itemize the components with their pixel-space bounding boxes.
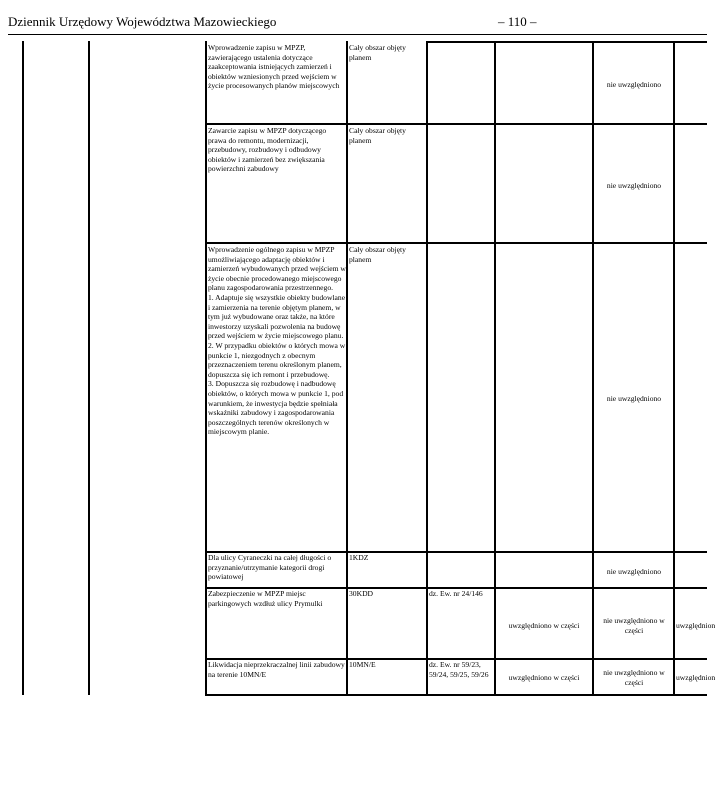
table-row-2-col5: nie uwzględniono bbox=[606, 181, 662, 190]
table-row-1-description: Wprowadzenie zapisu w MPZP, zawierającego ustalenia dotyczące zaakceptowania istniejących zamierzeń i obiektów wzniesionych przed wejściem w życie procesowanych planów miejscowych bbox=[208, 43, 340, 91]
table-top-border bbox=[426, 41, 707, 43]
table-row-5-col5: nie uwzględniono w części bbox=[603, 616, 665, 635]
table-row-4-area: 1KDZ bbox=[349, 553, 369, 562]
column-divider bbox=[205, 41, 207, 695]
table-row-5-parcel: dz. Ew. nr 24/146 bbox=[429, 589, 483, 598]
table-row-5-col4: uwzględniono w części bbox=[508, 621, 580, 630]
header-rule bbox=[8, 34, 707, 35]
table-border-left bbox=[22, 41, 24, 695]
row-divider bbox=[205, 242, 707, 244]
table-row-6-col4: uwzględniono w części bbox=[508, 673, 580, 682]
table-row-1-col5: nie uwzględniono bbox=[606, 80, 662, 89]
table-row-6-description: Likwidacja nieprzekraczalnej linii zabudowy na terenie 10MN/E bbox=[208, 660, 345, 679]
column-divider bbox=[673, 41, 675, 695]
table-row-3-area: Cały obszar objęty planem bbox=[349, 245, 406, 264]
row-divider bbox=[205, 123, 707, 125]
column-divider bbox=[346, 41, 348, 695]
table-row-5-col6: uwzględnion bbox=[676, 621, 716, 630]
table-row-3-description: Wprowadzenie ogólnego zapisu w MPZP umożliwiającego adaptację obiektów i zamierzeń wybudowanych przed wejściem w życie obecnie procedowanego miejscowego planu zagospodarowania przestrzennego. 1. Adaptuje się wszystkie obiekty budowlane i zamierzenia na terenie objętym planem, w tym już wybudowane oraz także, na które inwestorzy uzyskali pozwolenia na budowę przed wejściem w życie miejscowego planu. 2. W przypadku obiektów o których mowa w punkcie 1, niezgodnych z obecnym przeznaczeniem terenu określonym planem, dopuszcza się ich remont i przebudowę. 3. Dopuszcza się rozbudowę i nadbudowę obiektów, o których mowa w punkcie 1, pod warunkiem, że inwestycja będzie spełniała wskaźniki zabudowy i zagospodarowania poszczególnych terenów określonych w miejscowym planie. bbox=[208, 245, 346, 437]
table-row-4-col5: nie uwzględniono bbox=[606, 567, 662, 576]
table-row-2-area: Cały obszar objęty planem bbox=[349, 126, 406, 145]
table-row-6-parcel: dz. Ew. nr 59/23, 59/24, 59/25, 59/26 bbox=[429, 660, 489, 679]
page-number: – 110 – bbox=[498, 14, 537, 29]
table-row-6-area: 10MN/E bbox=[349, 660, 376, 669]
column-divider bbox=[592, 41, 594, 695]
table-row-5-area: 30KDD bbox=[349, 589, 374, 598]
table-row-6-col5: nie uwzględniono w części bbox=[603, 668, 665, 687]
table-row-1-area: Cały obszar objęty planem bbox=[349, 43, 406, 62]
table-row-5-description: Zabezpieczenie w MPZP miejsc parkingowych wzdłuż ulicy Prymulki bbox=[208, 589, 323, 608]
table-bottom-border bbox=[205, 694, 707, 696]
table-border-inner bbox=[88, 41, 90, 695]
table-row-3-col5: nie uwzględniono bbox=[606, 394, 662, 403]
table-row-4-description: Dla ulicy Cyraneczki na całej długości o przyznanie/utrzymanie kategorii drogi powiatowej bbox=[208, 553, 332, 582]
journal-title: Dziennik Urzędowy Województwa Mazowieckiego bbox=[8, 14, 277, 29]
table-row-2-description: Zawarcie zapisu w MPZP dotyczącego prawa do remontu, modernizacji, przebudowy, rozbudowy i odbudowy obiektów i zamierzeń bez zwiększania powierzchni zabudowy bbox=[208, 126, 327, 174]
table-row-6-col6: uwzględnion bbox=[676, 673, 716, 682]
